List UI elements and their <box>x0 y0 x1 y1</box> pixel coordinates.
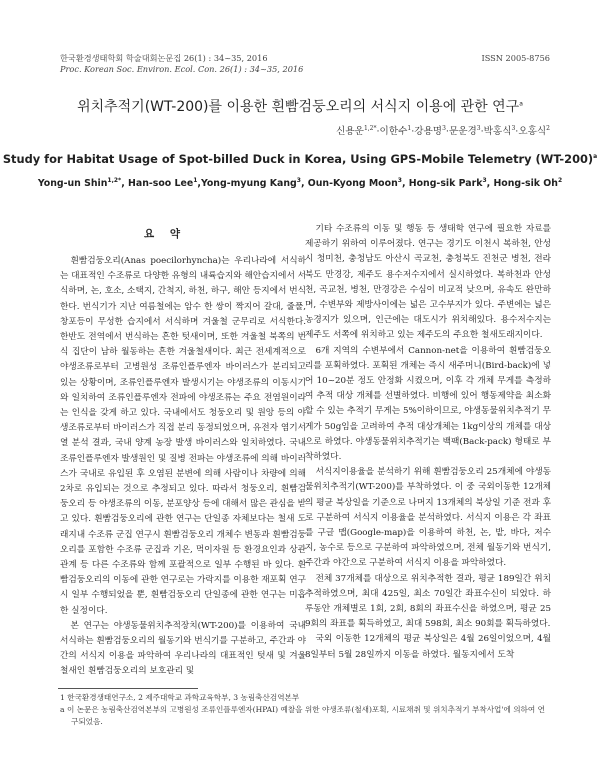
body-paragraph: 흰빰검둥오리(Anas poecilorhyncha)는 우리나라에 서식하는 대표적인 수조류로 다양한 유형의 내륙습지와 해안습지에서 서식하며, 논, 호소, 소택지, 간척지, 하천, 하구, 해안 등지에서 번식한다. 번식기가 지난 여름철에는 암수 한 쌍이 짝지어 갈대, 줄풀, 창포등이 무성한 습지에서 서식하며 겨울철 군무리로 서식한다. 한반도 전역에서 번식하는 흔한 텃새이며, 또한 겨울철 북쪽의 번식 집단이 남하 월동하는 흔한 겨울철새이다. 최근 전세계적으로 야생조류로부터 고병원성 조류인플루엔자 바이러스가 분리되고 있는 상황이며, 조류인플루엔자 발생시기는 야생조류의 이동시기와 일치하여 조류인플루엔자 전파에 야생조류는 주요 전염원이라는 인식을 갖게 하고 있다. 국내에서도 청둥오리 및 원앙 등의 야생조류로부터 바이러스가 직접 분리 동정되었으며, 유전자 염기서열 분석 결과, 국내 양계 농장 발생 바이러스와 일치하였다. 국내 조류인플루엔자 발생원인 및 질병 전파는 야생조류에 의해 바이러스가 국내로 유입된 후 오염된 분변에 의해 사람이나 차량에 의해 2차로 유입되는 것으로 추정되고 있다. 따라서 청둥오리, 흰빰검둥오리 등 야생조류의 이동, 분포양상 등에 대해서 많은 관심을 받고 있다. 흰빰검둥오리에 관한 연구는 단일종 자체보다는 철새 도래지내 수조류 군집 연구시 흰빰검둥오리 개체수 변동과 흰빰검둥오리를 포함한 수조류 군집과 기온, 먹이자원 등 환경요인과 상관관계 등 다른 수조류와 함께 포괄적으로 일부 수행된 바 있다. 흰빰검둥오리의 이동에 관한 연구로는 가락지를 이용한 재포획 연구시 일부 수행되었을 뿐, 흰빰검둥오리 단일종에 관한 연구는 미흡한 실정이다. <box>60 256 306 616</box>
footnotes <box>60 692 550 728</box>
footnote-divider <box>58 688 198 689</box>
abstract-heading: 요 약 <box>144 228 186 240</box>
author-en-affil: 3 <box>296 176 301 184</box>
journal-citation-english: Proc. Korean Soc. Environ. Ecol. Con. 26(1) : 34~35, 2016 <box>60 64 304 74</box>
issn: ISSN 2005-8756 <box>481 53 550 63</box>
right-column <box>305 222 551 663</box>
author-kr-affil: 1,2* <box>363 124 377 132</box>
title-english-text: Study for Habitat Usage of Spot-billed Duck in Korea, Using GPS-Mobile Telemetry (WT-200) <box>2 152 594 166</box>
title-korean <box>0 96 600 116</box>
footnote-funding: a 이 논문은 농림축산검역본부의 고병원성 조류인플루엔자(HPAI) 예찰을 위한 야생조류(철새)포획, 시료채취 및 위치추적기 부착사업'에 의하여 연구되었음. <box>60 705 545 726</box>
body-paragraph: 본 연구는 야생동물위치추적장치(WT-200)를 이용하여 국내 서식하는 흰빰검둥오리의 월동기와 번식기를 구분하고, 주간과 야간의 서식지 이용을 파악하여 우리나라의 대표적인 텃새 및 겨울철새인 흰빰검둥오리의 보호관리 및 <box>60 620 306 677</box>
title-english-sup: a <box>593 153 598 161</box>
title-korean-sup: a <box>519 100 523 108</box>
journal-citation-korean: 한국환경생태학회 학술대회논문집 26(1) : 34~35, 2016 <box>60 53 268 63</box>
body-paragraph: 국외 이동한 12개체의 평균 북상일은 4월 26일이었으며, 4월 8일부터 5월 28일까지 이동을 하였다. 월동지에서 도착 <box>305 634 551 660</box>
author-en-affil: 3 <box>482 176 487 184</box>
author-kr: 문운경 <box>448 126 477 137</box>
body-paragraph: 기타 수조류의 이동 및 행동 등 생태학 연구에 필요한 자료를 제공하기 위하여 이루어졌다. 연구는 경기도 이천시 복하천, 안성시 청미천, 충청남도 아산시 곡교천, 충청북도 진천군 병천, 전라북도 만경강, 제주도 용수저수지에서 실시하였다. 복하천과 안성천, 곡교천, 병천, 만경강은 수심이 비교적 낮으며, 유속도 완만하며, 수변부와 제방사이에는 넓은 고수부지가 있다. 주변에는 넓은 농경지가 있으며, 인근에는 대도시가 위치해있다. 용수저수지는 제주도 서쪽에 위치하고 있는 제주도의 주요한 철새도래지이다. <box>305 224 551 341</box>
author-kr: 박홍식 <box>483 126 512 137</box>
body-paragraph: 6개 지역의 수변부에서 Cannon-net을 이용하여 흰빰검둥오리를 포획하였다. 포획된 개체는 즉시 새주머니(Bird-back)에 넣어 10~20분 정도 안정화 시켰으며, 이후 각 개체 무게를 측정하여 추적 대상 개체를 선별하였다. 비행에 있어 행동제약을 최소화 할 수 있는 추적기 무게는 5%이하이므로, 야생동물위치추적기 무게가 50g임을 고려하여 추적 대상개체는 1kg이상의 개체를 대상으로 하였다. 야생동물위치추적기는 백팩(Back-pack) 형태로 부착하였다. <box>305 345 551 463</box>
author-kr: 이한수 <box>379 126 408 137</box>
author-en-affil: 1 <box>193 176 198 184</box>
authors-english: Yong-un Shin$^{1,2*}$, Han-soo Lee$^1$,Yong-myung Kang$^3$, Oun-Kyong Moon$^3$, Hong-sik Park$^3$, Hong-sik Oh$^2$ <box>37 176 563 189</box>
journal-header <box>60 53 303 75</box>
author-en-affil: 1,2* <box>107 176 122 184</box>
author-kr: 강용명 <box>414 126 443 137</box>
body-paragraph: 전체 37개체를 대상으로 위치추적한 결과, 평균 189일간 위치추적하였으며, 최대 425일, 최소 70일간 좌표수신이 되었다. 하루동안 개체별로 1회, 2회, 8회의 좌표수신을 하였으며, 평균 259회의 좌표를 획득하였고, 최대 598회, 최소 90회를 획득하였다. <box>305 573 551 630</box>
author-kr-affil: 3 <box>476 124 481 132</box>
author-en: Yong-myung Kang <box>200 178 297 189</box>
footnote-affiliations: 1 한국환경생태연구소, 2 제주대학교 과학교육학부, 3 농림축산검역본부 <box>60 693 300 702</box>
author-kr-affil: 2 <box>546 124 550 132</box>
title-korean-text: 위치추적기(WT-200)를 이용한 흰빰검둥오리의 서식지 이용에 관한 연구 <box>77 99 520 115</box>
author-kr: 신용운 <box>336 126 364 137</box>
author-en-affil: 2 <box>557 176 563 184</box>
author-kr-affil: 3 <box>442 124 446 132</box>
body-paragraph: 서식지이용율을 분석하기 위해 흰빰검둥오리 25개체에 야생동물위치추적기(WT-200)를 부착하였다. 이 중 국외이동한 12개체의 평균 북상일을 기준으로 나머지 13개체의 북상일 기준 전과 후로 구분하여 서식지 이용율을 분석하였다. 서식지 이용은 각 좌표를 구글 맵(Google-map)을 이용하여 하천, 논, 밭, 바다, 저수지, 농수로 등으로 구분하여 파악하였으며, 전체 월동기와 번식기, 주간과 야간으로 구분하여 서식지 이용을 파악하였다. <box>305 467 551 569</box>
author-en: Han-soo Lee <box>128 178 194 189</box>
author-kr: 오홍식 <box>518 126 547 137</box>
author-kr-affil: 1 <box>407 124 412 132</box>
author-en: Oun-Kyong Moon <box>307 178 398 189</box>
author-kr-affil: 3 <box>511 124 516 132</box>
author-en: Hong-sik Park <box>408 178 483 189</box>
author-en: Yong-un Shin <box>37 178 108 189</box>
left-column <box>60 254 306 680</box>
author-en-affil: 3 <box>397 176 402 184</box>
authors-korean: 신용운$^{1,2*}$·이한수$^1$·강용명$^3$·문운경$^3$·박홍식$^3$·오홍식$^2$ <box>336 124 550 137</box>
author-en: Hong-sik Oh <box>493 178 558 189</box>
title-english <box>0 152 600 166</box>
